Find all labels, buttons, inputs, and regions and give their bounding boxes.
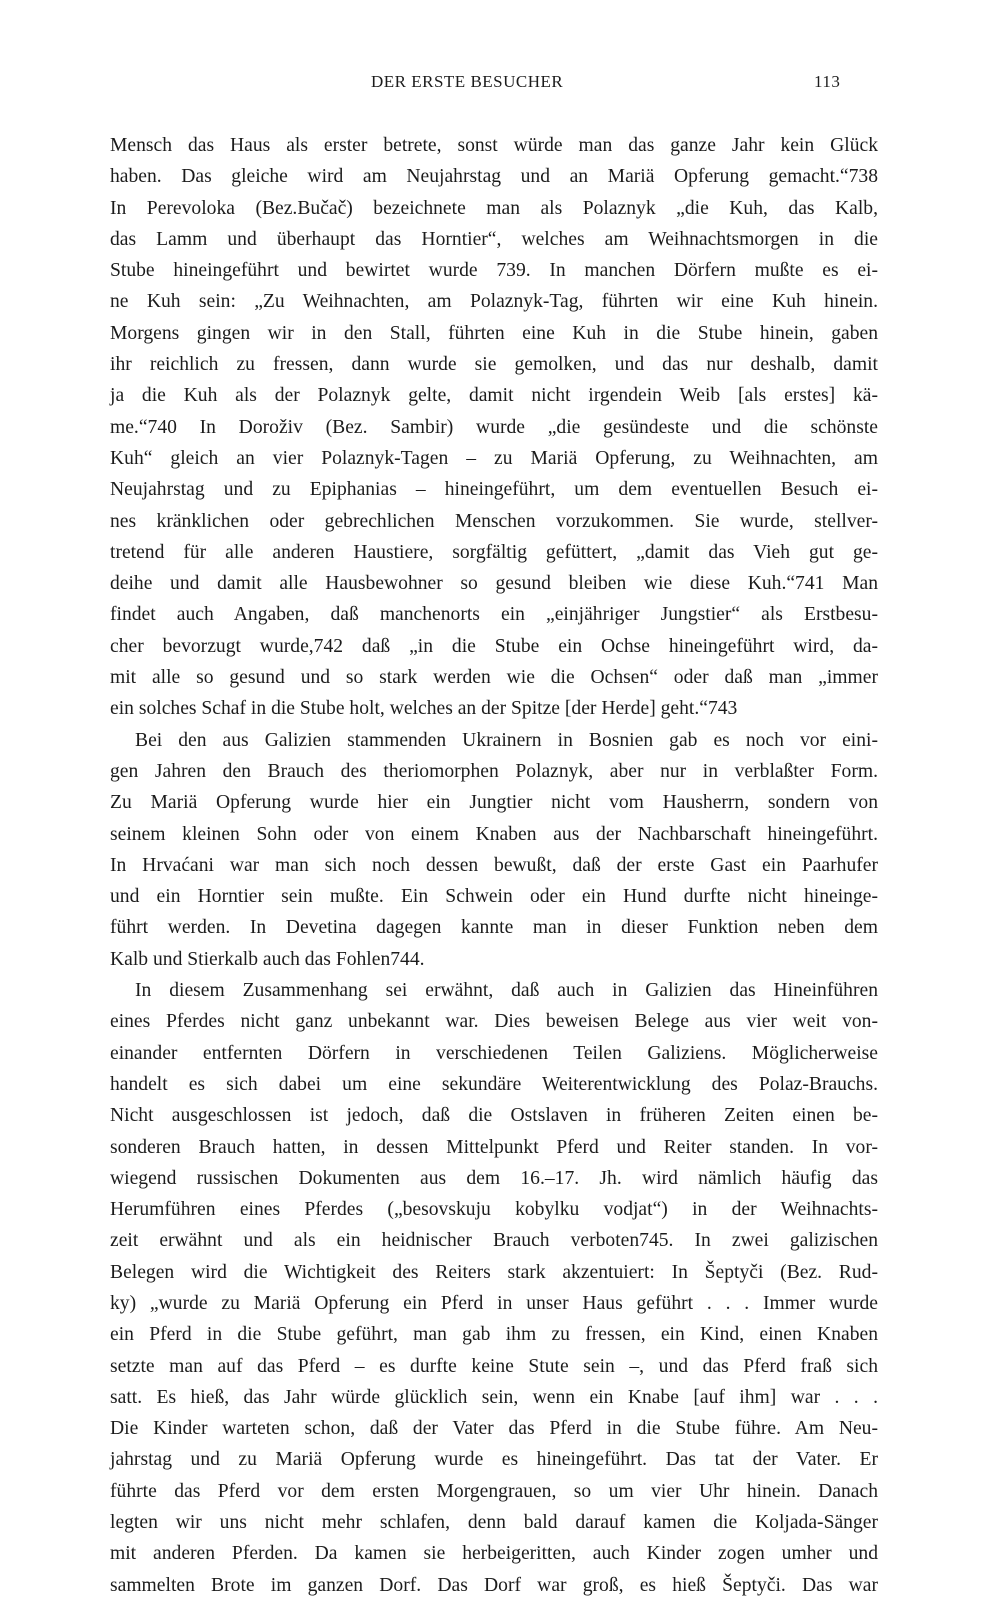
text-line: handelt es sich dabei um eine sekundäre Weiterentwicklung des Polaz-Brauchs.: [110, 1073, 878, 1095]
text-line: me.“740 In Doroživ (Bez. Sambir) wurde „die gesündeste und die schönste: [110, 416, 878, 438]
body-text: [110, 130, 878, 1601]
text-line: tretend für alle anderen Haustiere, sorgfältig gefüttert, „damit das Vieh gut ge-: [110, 541, 878, 563]
text-line: einander entfernten Dörfern in verschiedenen Teilen Galiziens. Möglicherweise: [110, 1042, 878, 1064]
text-line: sonderen Brauch hatten, in dessen Mittelpunkt Pferd und Reiter standen. In vor-: [110, 1136, 878, 1158]
text-line: jahrstag und zu Mariä Opferung wurde es hineingeführt. Das tat der Vater. Er: [110, 1449, 878, 1471]
text-line: In Perevoloka (Bez.Bučač) bezeichnete man als Polaznyk „die Kuh, das Kalb,: [110, 197, 878, 219]
text-line: legten wir uns nicht mehr schlafen, denn bald darauf kamen die Koljada-Sänger: [110, 1512, 878, 1534]
running-title: DER ERSTE BESUCHER: [371, 72, 564, 91]
text-line: In diesem Zusammenhang sei erwähnt, daß auch in Galizien das Hineinführen: [135, 980, 878, 1002]
text-line: ja die Kuh als der Polaznyk gelte, damit nicht irgendein Weib [als erstes] kä-: [110, 385, 878, 407]
text-line: ky) „wurde zu Mariä Opferung ein Pferd in unser Haus geführt . . . Immer wurde: [110, 1292, 878, 1314]
text-line: Kalb und Stierkalb auch das Fohlen744.: [110, 948, 425, 970]
text-line: Kuh“ gleich an vier Polaznyk-Tagen – zu Mariä Opferung, zu Weihnachten, am: [110, 447, 878, 469]
text-line: mit anderen Pferden. Da kamen sie herbeigeritten, auch Kinder zogen umher und: [110, 1543, 878, 1565]
text-line: führt werden. In Devetina dagegen kannte man in dieser Funktion neben dem: [110, 917, 878, 939]
text-line: haben. Das gleiche wird am Neujahrstag und an Mariä Opferung gemacht.“738: [110, 166, 878, 188]
text-line: gen Jahren den Brauch des theriomorphen Polaznyk, aber nur in verblaßter Form.: [110, 760, 878, 782]
text-line: führte das Pferd vor dem ersten Morgengrauen, so um vier Uhr hinein. Danach: [110, 1480, 878, 1502]
text-line: sammelten Brote im ganzen Dorf. Das Dorf war groß, es hieß Šeptyči. Das war: [110, 1574, 878, 1596]
text-line: findet auch Angaben, daß manchenorts ein „einjähriger Jungstier“ als Erstbesu-: [110, 604, 878, 626]
running-head: [0, 72, 1000, 96]
text-line: Nicht ausgeschlossen ist jedoch, daß die Ostslaven in früheren Zeiten einen be-: [110, 1105, 878, 1127]
text-line: wiegend russischen Dokumenten aus dem 16.–17. Jh. wird nämlich häufig das: [110, 1167, 878, 1189]
text-line: Herumführen eines Pferdes („besovskuju kobylku vodjat“) in der Weihnachts-: [110, 1199, 878, 1221]
text-line: mit alle so gesund und so stark werden wie die Ochsen“ oder daß man „immer: [110, 667, 878, 689]
text-line: zeit erwähnt und als ein heidnischer Brauch verboten745. In zwei galizischen: [110, 1230, 878, 1252]
text-line: In Hrvaćani war man sich noch dessen bewußt, daß der erste Gast ein Paarhufer: [110, 854, 878, 876]
text-line: satt. Es hieß, das Jahr würde glücklich sein, wenn ein Knabe [auf ihm] war . . .: [110, 1386, 878, 1408]
text-line: cher bevorzugt wurde,742 daß „in die Stube ein Ochse hineingeführt wird, da-: [110, 635, 878, 657]
text-line: ein solches Schaf in die Stube holt, welches an der Spitze [der Herde] geht.“743: [110, 698, 738, 720]
text-line: Morgens gingen wir in den Stall, führten eine Kuh in die Stube hinein, gaben: [110, 322, 878, 344]
text-line: Zu Mariä Opferung wurde hier ein Jungtier nicht vom Hausherrn, sondern von: [110, 792, 878, 814]
text-line: setzte man auf das Pferd – es durfte keine Stute sein –, und das Pferd fraß sich: [110, 1355, 878, 1377]
text-line: Bei den aus Galizien stammenden Ukrainern in Bosnien gab es noch vor eini-: [135, 729, 878, 751]
text-line: Mensch das Haus als erster betrete, sonst würde man das ganze Jahr kein Glück: [110, 135, 878, 156]
text-line: Die Kinder warteten schon, daß der Vater das Pferd in die Stube führe. Am Neu-: [110, 1418, 878, 1440]
text-line: eines Pferdes nicht ganz unbekannt war. Dies beweisen Belege aus vier weit von-: [110, 1011, 878, 1033]
text-line: Belegen wird die Wichtigkeit des Reiters stark akzentuiert: In Šeptyči (Bez. Rud-: [110, 1261, 878, 1283]
text-line: Stube hineingeführt und bewirtet wurde 739. In manchen Dörfern mußte es ei-: [110, 260, 878, 282]
text-line: ein Pferd in die Stube geführt, man gab ihm zu fressen, ein Kind, einen Knaben: [110, 1324, 878, 1346]
text-line: deihe und damit alle Hausbewohner so gesund bleiben wie diese Kuh.“741 Man: [110, 573, 878, 595]
text-line: ihr reichlich zu fressen, dann wurde sie gemolken, und das nur deshalb, damit: [110, 354, 878, 376]
text-line: und ein Horntier sein mußte. Ein Schwein oder ein Hund durfte nicht hineinge-: [110, 886, 878, 908]
text-line: Neujahrstag und zu Epiphanias – hineingeführt, um dem eventuellen Besuch ei-: [110, 479, 878, 501]
text-line: nes kränklichen oder gebrechlichen Menschen vorzukommen. Sie wurde, stellver-: [110, 510, 878, 532]
text-line: ne Kuh sein: „Zu Weihnachten, am Polaznyk-Tag, führten wir eine Kuh hinein.: [110, 291, 878, 313]
text-line: seinem kleinen Sohn oder von einem Knaben aus der Nachbarschaft hineingeführt.: [110, 823, 878, 845]
text-line: das Lamm und überhaupt das Horntier“, welches am Weihnachtsmorgen in die: [110, 228, 878, 250]
page-number: 113: [814, 72, 841, 91]
